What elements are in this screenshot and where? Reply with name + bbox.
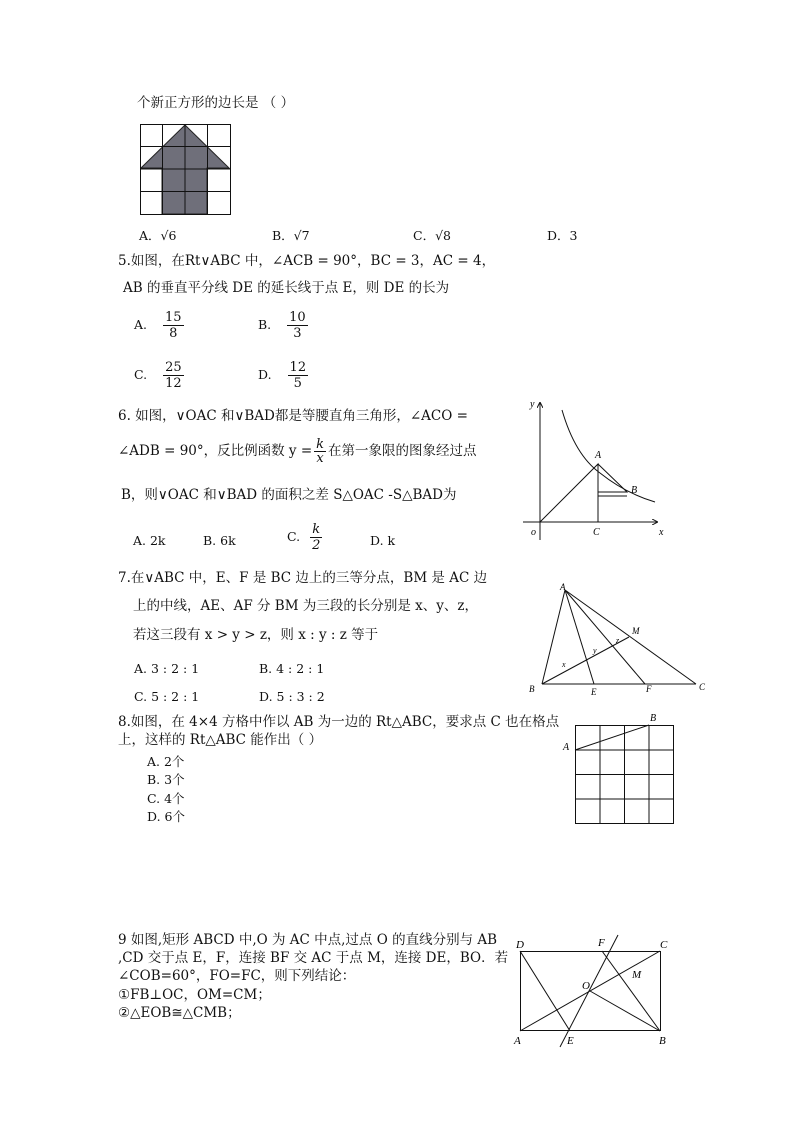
q7-label-y: y (593, 646, 597, 655)
q5-line2: AB 的垂直平分线 DE 的延长线于点 E，则 DE 的长为 (123, 280, 450, 296)
q4-option-a: A．√6 (139, 228, 177, 243)
q6-option-b: B. 6k (203, 533, 236, 548)
q6-figure (515, 395, 675, 545)
q9-label-b: B (659, 1035, 666, 1047)
q8-grid-figure (560, 708, 680, 828)
q8-option-c: C. 4个 (147, 791, 185, 806)
q6-label-b: B (631, 485, 638, 496)
q6-label-c: C (593, 527, 600, 538)
q8-option-d: D. 6个 (147, 809, 185, 824)
q9-label-f: F (598, 937, 605, 949)
q7-label-x: x (562, 660, 566, 669)
q9-line3: ∠COB=60°，FO=FC，则下列结论： (118, 968, 356, 984)
q7-option-b: B. 4 : 2 : 1 (259, 661, 325, 676)
q9-label-m: M (632, 969, 642, 981)
q4-option-c: C．√8 (413, 228, 451, 243)
q7-label-e: E (591, 687, 597, 697)
q8-line1: 8.如图，在 4×4 方格中作以 AB 为一边的 Rt△ABC，要求点 C 也在格点 (118, 714, 560, 730)
q5-option-b: B. $\frac{10}{3}$ (258, 310, 306, 341)
q7-option-a: A. 3 : 2 : 1 (134, 661, 200, 676)
q4-option-b: B．√7 (272, 228, 310, 243)
q7-option-d: D. 5 : 3 : 2 (259, 689, 325, 704)
q9-label-o: O (582, 980, 590, 992)
q7-line3: 若这三段有 x > y > z，则 x : y : z 等于 (133, 627, 379, 643)
q7-figure (525, 580, 715, 698)
q7-label-b: B (529, 684, 535, 694)
q6-option-a: A. 2k (133, 533, 166, 548)
q7-line1: 7.在∨ABC 中，E、F 是 BC 边上的三等分点，BM 是 AC 边 (118, 570, 488, 586)
q8-option-a: A. 2个 (147, 754, 185, 769)
q9-line1: 9 如图,矩形 ABCD 中,O 为 AC 中点,过点 O 的直线分别与 AB (118, 932, 498, 948)
q7-label-f: F (646, 684, 652, 694)
q5-option-a: A. $\frac{15}{8}$ (134, 310, 182, 341)
q6-label-x: x (659, 527, 664, 538)
q9-label-a: A (514, 1035, 521, 1047)
q9-figure (510, 932, 680, 1052)
q6-option-d: D. k (370, 533, 396, 548)
q9-item2: ②△EOB≅△CMB； (118, 1005, 241, 1021)
q7-label-m: M (632, 626, 640, 636)
q5-option-c: C. $\frac{25}{12}$ (134, 360, 182, 391)
q9-item1: ①FB⊥OC，OM=CM； (118, 987, 271, 1003)
q8-label-a: A (563, 742, 570, 753)
q8-option-b: B. 3个 (147, 772, 185, 787)
q7-option-c: C. 5 : 2 : 1 (134, 689, 200, 704)
q7-label-a: A (560, 582, 566, 592)
q4-stem: 个新正方形的边长是 （ ） (137, 95, 295, 111)
q6-line2: ∠ADB = 90°，反比例函数 y = $\frac{k}{x}$ 在第一象限的图象经过点 (118, 437, 477, 466)
q9-label-e: E (567, 1035, 574, 1047)
segment-ab (575, 725, 649, 750)
q9-label-d: D (516, 939, 524, 951)
q4-grid-figure (140, 124, 231, 215)
q8-label-b: B (650, 713, 657, 724)
q4-option-d: D．3 (547, 228, 578, 243)
q7-label-c: C (699, 682, 706, 692)
q9-label-c: C (660, 939, 668, 951)
q9-line2: ,CD 交于点 E，F，连接 BF 交 AC 于点 M，连接 DE，BO．若 (118, 950, 509, 966)
q7-label-z: z (616, 636, 620, 645)
q6-label-a: A (595, 450, 602, 461)
q6-option-c: C. $\frac{k}{2}$ (287, 522, 321, 553)
q7-line2: 上的中线，AE、AF 分 BM 为三段的长分别是 x、y、z， (133, 598, 478, 614)
q6-line1: 6. 如图，∨OAC 和∨BAD都是等腰直角三角形，∠ACO = (118, 408, 468, 424)
q5-option-d: D. $\frac{12}{5}$ (258, 360, 307, 391)
q8-line2: 上，这样的 Rt△ABC 能作出（ ） (118, 732, 323, 748)
q6-line3: B，则∨OAC 和∨BAD 的面积之差 S△OAC -S△BAD为 (121, 487, 457, 503)
q5-line1: 5.如图，在Rt∨ABC 中，∠ACB = 90°，BC = 3，AC = 4， (118, 253, 496, 269)
q6-label-o: o (531, 527, 536, 538)
hyperbola-curve (562, 410, 655, 502)
q6-label-y: y (530, 399, 535, 410)
